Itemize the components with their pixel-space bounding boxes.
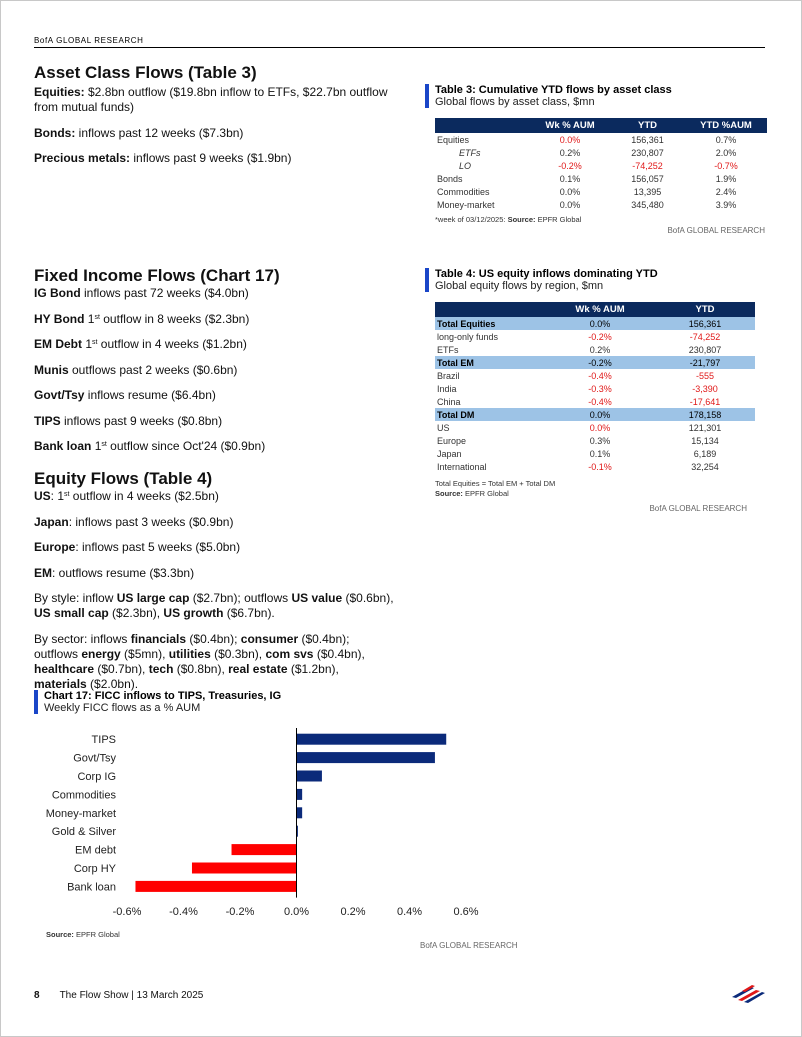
table-cell: 345,480 [631,199,664,210]
table-cell: 3.9% [715,199,737,210]
table-cell: 2.0% [715,147,737,158]
chart-category-label: Money-market [45,807,116,820]
text-bold: financials [130,632,187,646]
table-cell: Money-market [437,199,495,210]
table-cell: 156,057 [631,173,664,184]
chart-tick-labels [113,906,479,918]
text: ($6.7bn). [223,606,275,620]
fi-item-label: IG Bond [34,286,81,300]
table-cell: 0.0% [559,199,581,210]
footer [34,990,203,1001]
equity-em-text: : outflows resume ($3.3bn) [52,566,195,580]
table-cell: 156,361 [655,317,755,330]
fi-item-text: outflow since Oct'24 ($0.9bn) [106,439,266,453]
chart-category-label: Corp HY [73,863,116,875]
text: ($2.7bn); outflows [189,591,292,605]
asset-metals-text: inflows past 9 weeks ($1.9bn) [130,151,292,165]
table-cell: 0.1% [589,448,611,459]
chart17-source: EPFR Global [73,930,120,939]
text: ($5mn), [120,647,169,661]
chart-category-label: Govt/Tsy [73,752,116,765]
text: ($2.3bn), [108,606,164,620]
fi-item-text: 1 [84,312,95,326]
table4-brand: BofA GLOBAL RESEARCH [649,504,747,513]
chart17-source-label: Source: [46,930,74,939]
fi-item-text: inflows resume ($6.4bn) [84,388,216,402]
table-cell: -555 [695,370,714,381]
text: ($0.6bn), [342,591,394,605]
asset-metals-label: Precious metals: [34,151,131,165]
equity-us-sup: st [64,491,70,498]
fi-item-text: 1 [91,439,102,453]
table-cell: 230,807 [688,344,722,355]
fi-item-text: inflows past 72 weeks ($4.0bn) [80,286,249,300]
equity-europe-label: Europe [34,540,76,554]
table4-subtitle: Global equity flows by region, $mn [435,280,604,292]
text-bold: materials [34,677,87,691]
fi-item-label: Govt/Tsy [34,388,85,402]
equity-us-text: outflow in 4 weeks ($2.5bn) [69,489,219,503]
text-bold: US large cap [116,591,190,605]
equity-japan-text: : inflows past 3 weeks ($0.9bn) [68,515,234,529]
table-cell: Total DM [435,408,545,421]
chart-category-label: Commodities [51,789,116,802]
table-cell: Europe [437,435,467,446]
chart-bars [135,734,446,892]
asset-equities-text: $2.8bn outflow ($19.8bn inflow to ETFs, $22.7bn outflow from mutual funds) [34,85,388,114]
table-cell: 0.0% [589,422,611,433]
table-cell: LO [459,160,472,171]
text: By style: inflow [34,591,117,605]
text: ($0.8bn), [173,662,229,676]
asset-bonds-text: inflows past 12 weeks ($7.3bn) [75,126,244,140]
table-cell: -74,252 [689,331,721,342]
table3-col-header: Wk % AUM [530,118,610,133]
table-cell: Total Equities [435,317,545,330]
table-cell: Brazil [437,370,460,381]
chart-category-label: Gold & Silver [51,826,116,839]
table-cell: -0.7% [714,160,738,171]
table-cell: 0.2% [559,147,581,158]
footer-title: The Flow Show | 13 March 2025 [59,990,204,1001]
fi-item-text: outflows past 2 weeks ($0.6bn) [68,363,238,377]
chart-bar-govt-tsy [297,752,435,763]
fi-item-label: HY Bond [34,312,85,326]
table-cell: -0.1% [588,461,612,472]
equity-title: Equity Flows (Table 4) [34,469,213,488]
table-cell: -0.4% [588,370,612,381]
fi-item-text: 1 [82,337,93,351]
chart-tick-label: -0.6% [112,906,142,918]
text: ($1.2bn), [287,662,339,676]
table-cell: 178,158 [655,408,755,421]
chart-category-labels [46,734,117,893]
table-cell: -0.2% [588,331,612,342]
table-cell: 13,395 [633,186,662,197]
fi-item-sup: st [94,314,100,321]
equity-europe-text: : inflows past 5 weeks ($5.0bn) [75,540,241,554]
chart-bar-commodities [297,789,303,800]
text-bold: US growth [163,606,224,620]
fixed-income-title: Fixed Income Flows (Chart 17) [34,266,280,285]
chart-bar-tips [297,734,447,745]
table-cell: 0.0% [545,408,655,421]
chart17-brand: BofA GLOBAL RESEARCH [420,941,518,950]
table-cell: International [437,461,487,472]
table-cell: 2.4% [715,186,737,197]
table3-title: Table 3: Cumulative YTD flows by asset class [435,84,672,96]
table-cell: 156,361 [631,134,664,145]
chart-category-label: Bank loan [67,881,116,894]
chart17-source-line [46,930,120,939]
chart17-subtitle: Weekly FICC flows as a % AUM [44,702,201,714]
chart-bar-em-debt [232,844,297,855]
table-cell: -21,797 [655,356,755,369]
table-cell: -0.2% [558,160,582,171]
fi-item-text: inflows past 9 weeks ($0.8bn) [60,414,223,428]
fi-item-text: outflow in 4 weeks ($1.2bn) [97,337,247,351]
equity-us-text: : 1 [50,489,65,503]
table-cell: Japan [437,448,462,459]
table-cell: Commodities [437,186,490,197]
table-cell: -0.2% [545,356,655,369]
table-cell: 15,134 [691,435,719,446]
text-bold: healthcare [34,662,95,676]
chart-bar-money-market [297,807,303,818]
table3-note-pre: *week of 03/12/2025: [435,215,508,224]
table-cell: 230,807 [631,147,664,158]
table3-brand: BofA GLOBAL RESEARCH [667,226,765,235]
chart-bar-corp-hy [192,863,297,874]
table-cell: ETFs [459,147,481,158]
table-cell: 0.7% [715,134,737,145]
equity-em-label: EM [34,566,52,580]
chart-tick-label: 0.6% [453,906,479,918]
table-cell: 0.0% [559,186,581,197]
table-cell: 0.2% [589,344,611,355]
header-brand: BofA GLOBAL RESEARCH [34,36,144,45]
table-cell: ETFs [437,344,459,355]
table4-source: EPFR Global [462,489,509,498]
bofa-logo-icon [730,983,766,1003]
text-bold: real estate [228,662,288,676]
table3-col-header: YTD [610,118,685,133]
table-cell: Bonds [437,173,463,184]
table4-note: Total Equities = Total EM + Total DM [435,479,556,488]
text-bold: US small cap [34,606,109,620]
asset-equities-label: Equities: [34,85,85,99]
table-cell: long-only funds [437,331,499,342]
fi-item-sup: st [101,441,107,448]
page-number: 8 [34,990,40,1001]
text: ($0.3bn), [210,647,266,661]
table-cell: -17,641 [689,396,721,407]
table-cell: 0.0% [545,317,655,330]
table-cell: 0.0% [559,134,581,145]
table-cell: Total EM [435,356,545,369]
chart-bar-corp-ig [297,771,322,782]
table-cell: 121,301 [688,422,722,433]
chart-category-label: TIPS [91,734,116,747]
table-cell: 1.9% [715,173,737,184]
table4-col-header: YTD [655,302,755,317]
fi-item-label: EM Debt [34,337,82,351]
table-cell: India [437,383,457,394]
chart-category-label: EM debt [75,844,116,857]
fi-item-label: Bank loan [34,439,92,453]
table-cell: China [437,396,461,407]
chart-tick-label: -0.4% [169,906,198,918]
equity-japan-label: Japan [34,515,69,529]
table-cell: 0.3% [589,435,611,446]
text: ($0.4bn); outflows [34,632,350,661]
chart-bar-bank-loan [135,881,296,892]
text-bold: energy [81,647,121,661]
table4-title: Table 4: US equity inflows dominating YTD [435,268,658,280]
table3-source-label: Source: [507,215,536,224]
text-bold: consumer [240,632,299,646]
fi-item-label: Munis [34,363,69,377]
table3-subtitle: Global flows by asset class, $mn [435,96,595,108]
chart-tick-label: 0.0% [283,906,310,918]
text: ($0.4bn), [313,647,365,661]
table3-col-header: YTD %AUM [685,118,767,133]
table-cell: -3,390 [692,383,718,394]
table4-col-header: Wk % AUM [545,302,655,317]
chart-tick-label: 0.4% [396,906,423,918]
table4-source-label: Source: [435,489,463,498]
text: ($0.4bn); [186,632,241,646]
text: ($0.7bn), [94,662,149,676]
asset-class-title: Asset Class Flows (Table 3) [34,63,257,82]
fi-item-sup: st [92,339,98,346]
text-bold: com svs [265,647,314,661]
fi-item-text: outflow in 8 weeks ($2.3bn) [99,312,250,326]
text-bold: US value [291,591,343,605]
table-cell: -0.3% [588,383,612,394]
chart17-title: Chart 17: FICC inflows to TIPS, Treasuries, IG [44,690,282,702]
chart-tick-label: -0.2% [225,906,255,918]
fi-item-label: TIPS [34,414,61,428]
table-cell: Equities [437,134,470,145]
table-cell: US [437,422,450,433]
table-cell: 32,254 [691,461,719,472]
text: ($2.0bn). [86,677,139,691]
table-cell: -0.4% [588,396,612,407]
text-bold: utilities [168,647,211,661]
table-cell: 0.1% [559,173,581,184]
text-bold: tech [148,662,174,676]
asset-bonds-label: Bonds: [34,126,76,140]
table-cell: 6,189 [693,448,717,459]
chart-category-label: Corp IG [77,771,116,783]
table3-source: EPFR Global [535,215,582,224]
table-cell: -74,252 [632,160,663,171]
chart-tick-label: 0.2% [340,906,366,918]
equity-us-label: US [34,489,51,503]
text: By sector: inflows [34,632,131,646]
